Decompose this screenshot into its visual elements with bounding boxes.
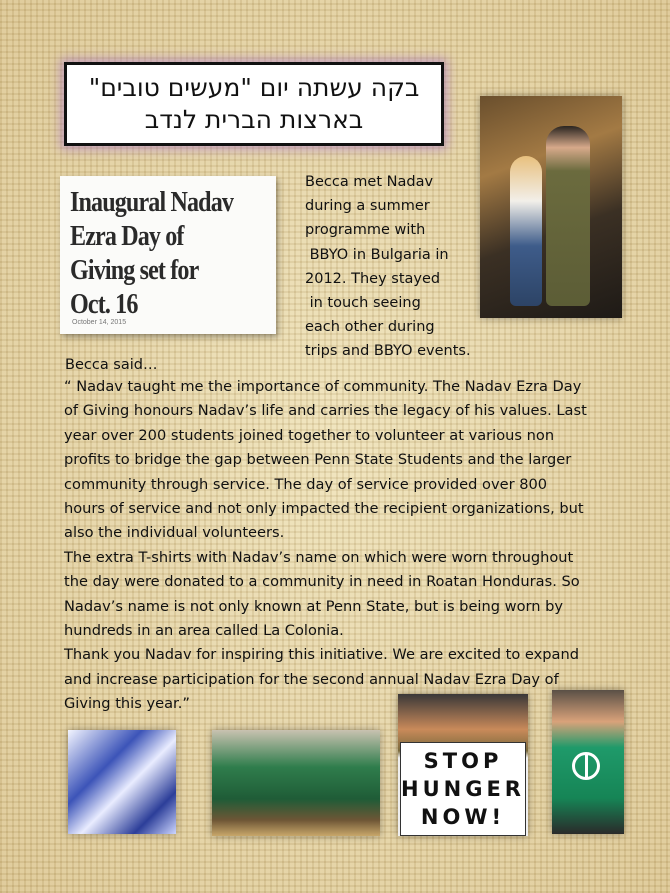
newspaper-clipping — [60, 176, 276, 334]
sign-line-3: NOW! — [420, 805, 506, 829]
intro-paragraph: Becca met Nadav during a summer programme with BBYO in Bulgaria in 2012. They stayed in touch seeing each other during trips and BBYO events. — [305, 174, 471, 360]
becca-said-label: Becca said… — [65, 357, 158, 373]
photo-volunteer-group — [212, 730, 380, 836]
quote-paragraph: “ Nadav taught me the importance of community. The Nadav Ezra Day of Giving honours Nadav’s life and carries the legacy of his values. Last year over 200 students joined together to volunteer at various non profits to bridge the gap between Penn State Students and the larger community through service. The day of service provided over 800 hours of service and not only impacted the recipient organizations, but also the individual volunteers. The extra T-shirts with Nadav’s name on which were worn throughout the day were donated to a community in need in Roatan Honduras. So Nadav’s name is not only known at Penn State, but is being worn by hundreds in an area called La Colonia. Thank you Nadav for inspiring this initiative. We are excited to expand and increase participation for the second annual Nadav Ezra Day of Giving this year.” — [64, 378, 587, 713]
sign-line-1: STOP — [423, 749, 503, 773]
clipping-date: October 14, 2015 — [72, 319, 127, 326]
photo-stop-hunger-sign — [398, 694, 528, 836]
photo-volunteer-peace-shirt — [552, 690, 624, 834]
title-line-2: בארצות הברית לנדב — [144, 105, 364, 134]
sign-line-2: HUNGER — [401, 777, 525, 801]
person-figure-becca — [510, 156, 542, 306]
title-box — [64, 62, 444, 146]
clipping-headline: Inaugural Nadav Ezra Day of Giving set for Oct. 16 — [70, 187, 234, 320]
person-figure-nadav — [546, 126, 590, 306]
stop-hunger-sign — [400, 742, 526, 836]
title-line-1: בקה עשתה יום "מעשים טובים" — [88, 73, 420, 102]
peace-sign-icon — [572, 752, 600, 780]
photo-becca-and-nadav — [480, 96, 622, 318]
photo-day-of-giving-banners — [68, 730, 176, 834]
